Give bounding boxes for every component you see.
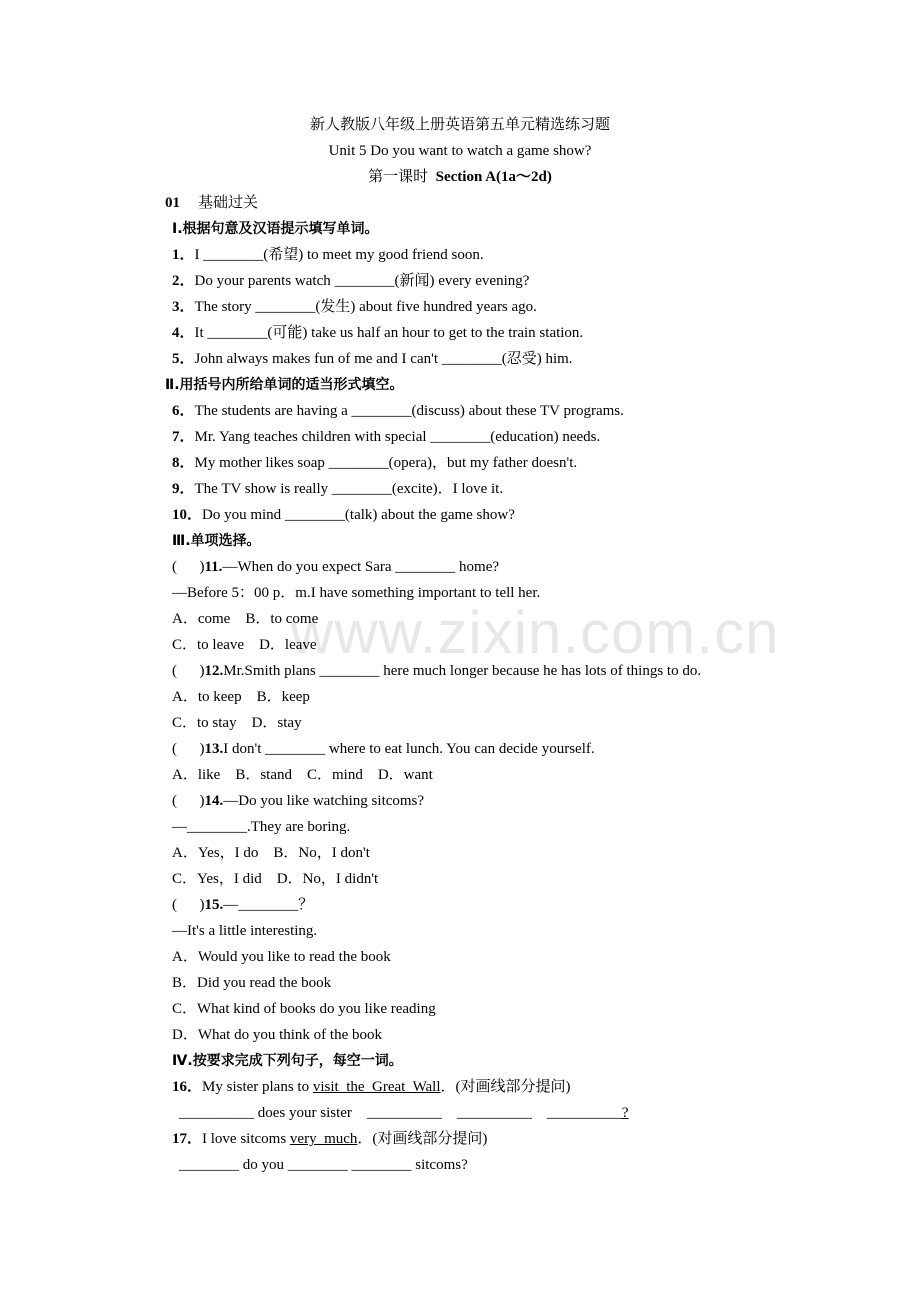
part3-heading: Ⅲ.单项选择。 [172,533,261,549]
question-text: The students are having a ________(discuss) about these TV programs. [194,403,624,419]
question-number: 6． [172,403,195,419]
question-3 [172,298,537,316]
question-16-answer-line [179,1104,629,1122]
page-title: 新人教版八年级上册英语第五单元精选练习题 [309,117,610,133]
question-number: 17． [172,1131,203,1147]
question-text: I ________(希望) to meet my good friend soon. [194,247,484,263]
question-15-option-c: C．What kind of books do you like reading [172,1001,436,1017]
question-text: I don't ________ where to eat lunch. You can decide yourself. [223,741,595,757]
question-17 [172,1130,487,1148]
question-text: My sister plans to [202,1079,313,1095]
question-text: The story ________(发生) about five hundred years ago. [194,299,537,315]
question-number: 12. [204,663,224,679]
question-15-option-d: D．What do you think of the book [172,1027,382,1043]
question-13-options: A．like B．stand C．mind D．want [172,767,433,783]
question-4 [172,324,583,342]
answer-paren: ( ) [172,897,205,913]
question-number: 8． [172,455,195,471]
question-text: —Do you like watching sitcoms? [223,793,425,809]
question-15 [172,896,313,914]
question-number: 5． [172,351,195,367]
question-text: Do you mind ________(talk) about the game show? [202,507,515,523]
lesson-heading [0,168,920,186]
question-number: 7． [172,429,195,445]
answer-paren: ( ) [172,663,205,679]
question-11-options-cd: C．to leave D．leave [172,637,317,653]
question-instruction: ．(对画线部分提问) [440,1079,571,1095]
question-12-options-ab: A．to keep B．keep [172,689,310,705]
question-15-option-a: A．Would you like to read the book [172,949,391,965]
part4-heading: Ⅳ.按要求完成下列句子，每空一词。 [172,1053,403,1069]
question-12 [172,662,701,680]
question-text: John always makes fun of me and I can't ________(忍受) him. [194,351,573,367]
question-text: Do your parents watch ________(新闻) every evening? [194,273,530,289]
question-9 [172,480,503,498]
question-11 [172,558,499,576]
question-text: It ________(可能) take us half an hour to get to the train station. [194,325,584,341]
question-14-options-ab: A．Yes，I do B．No，I don't [172,845,370,861]
question-13 [172,740,595,758]
question-10 [172,506,515,524]
question-number: 9． [172,481,195,497]
question-number: 16． [172,1079,203,1095]
question-11-reply: —Before 5：00 p．m.I have something important to tell her. [172,585,541,601]
question-number: 3． [172,299,195,315]
question-7 [172,428,600,446]
question-8 [172,454,577,472]
question-16 [172,1078,571,1096]
question-number: 10． [172,507,203,523]
question-15-option-b: B．Did you read the book [172,975,332,991]
question-text: The TV show is really ________(excite)．I love it. [194,481,504,497]
question-text: Mr.Smith plans ________ here much longer because he has lots of things to do. [223,663,702,679]
question-instruction: ．(对画线部分提问) [357,1131,488,1147]
section-number: 01 [165,195,180,211]
question-11-options-ab: A．come B．to come [172,611,319,627]
answer-paren: ( ) [172,741,205,757]
part1-heading: Ⅰ.根据句意及汉语提示填写单词。 [172,221,379,237]
section-01 [165,194,258,212]
question-14 [172,792,424,810]
watermark-text: www.zixin.com.cn [290,599,780,666]
question-text: My mother likes soap ________(opera)，but my father doesn't. [194,455,578,471]
question-text: —When do you expect Sara ________ home? [222,559,500,575]
question-14-reply: —________.They are boring. [172,819,351,835]
answer-paren: ( ) [172,559,205,575]
question-2 [172,272,529,290]
question-text: I love sitcoms [202,1131,290,1147]
question-number: 14. [204,793,224,809]
question-15-reply: —It's a little interesting. [172,923,318,939]
underlined-phrase: visit the Great Wall [312,1079,441,1095]
question-number: 15. [204,897,224,913]
unit-subtitle: Unit 5 Do you want to watch a game show? [328,143,592,159]
question-text: —________？ [223,897,314,913]
answer-paren: ( ) [172,793,205,809]
question-number: 1． [172,247,195,263]
question-14-options-cd: C．Yes，I did D．No，I didn't [172,871,379,887]
question-number: 13. [204,741,224,757]
section-label: 基础过关 [198,195,259,211]
lesson-prefix: 第一课时 [368,169,436,185]
underlined-phrase: very much [289,1131,358,1147]
question-17-answer-line: ________ do you ________ ________ sitcoms? [179,1157,468,1173]
question-1 [172,246,484,264]
answer-blanks: __________ does your sister __________ __________ __________ [179,1105,622,1121]
question-number: 11. [204,559,223,575]
question-6 [172,402,624,420]
question-text: Mr. Yang teaches children with special ________(education) needs. [194,429,601,445]
question-number: 2． [172,273,195,289]
part2-heading: Ⅱ.用括号内所给单词的适当形式填空。 [165,377,404,393]
question-5 [172,350,573,368]
answer-end-mark: ? [621,1105,629,1121]
question-12-options-cd: C．to stay D．stay [172,715,302,731]
question-number: 4． [172,325,195,341]
lesson-section: Section A(1a～2d) [435,169,552,185]
